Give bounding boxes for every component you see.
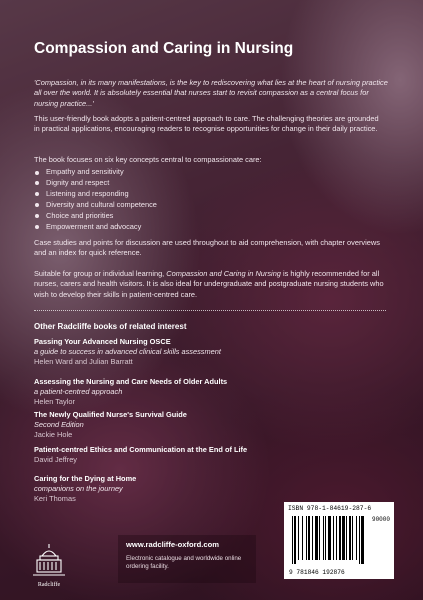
publisher-url-link[interactable]: www.radcliffe-oxford.com [126, 540, 219, 549]
isbn-barcode [284, 502, 394, 579]
barcode-bar [298, 516, 299, 560]
barcode-bar [312, 516, 313, 560]
related-book-subtitle: a patient-centred approach [34, 387, 123, 396]
barcode-bar [292, 516, 293, 564]
barcode-bar [319, 516, 320, 560]
ordering-note: Electronic catalogue and worldwide online ordering facility. [126, 555, 242, 570]
list-item: Empathy and sensitivity [34, 167, 157, 178]
book-title: Compassion and Caring in Nursing [34, 40, 294, 57]
divider [34, 310, 386, 311]
related-book-title: The Newly Qualified Nurse's Survival Guide [34, 410, 187, 419]
barcode-bar [302, 516, 303, 560]
suitable-book-title: Compassion and Caring in Nursing [166, 269, 281, 278]
related-book-title: Caring for the Dying at Home [34, 474, 137, 483]
barcode-bar [356, 516, 357, 560]
isbn-number: ISBN 978-1-84619-287-6 [288, 505, 372, 512]
related-book [34, 445, 354, 465]
barcode-bar [359, 516, 360, 564]
barcode-bar [306, 516, 307, 560]
related-book-subtitle: a guide to success in advanced clinical skills assessment [34, 347, 221, 356]
barcode-bar [323, 516, 324, 560]
price-code: 90000 [371, 516, 390, 523]
list-item: Dignity and respect [34, 178, 157, 189]
suitable-text-start: Suitable for group or individual learning, [34, 269, 167, 278]
list-item: Choice and priorities [34, 211, 157, 222]
barcode-digits: 9 781846 192876 [289, 569, 345, 576]
suitable-paragraph [34, 269, 389, 300]
related-book-author: Helen Ward and Julian Barratt [34, 357, 133, 366]
radcliffe-camera-icon [28, 540, 70, 580]
list-item: Empowerment and advocacy [34, 222, 157, 233]
barcode-bar [346, 516, 347, 560]
barcode-bars [292, 516, 388, 566]
list-item: Diversity and cultural competence [34, 200, 157, 211]
related-book-author: Jackie Hole [34, 430, 73, 439]
related-book [34, 337, 354, 367]
related-books-heading: Other Radcliffe books of related interest [34, 322, 187, 331]
suitable-text-end: is highly recommended for all nurses, carers and health visitors. It is also ideal for undergraduate and postgraduate nursing students who wish to develop their skills in patient-centred care. [34, 269, 384, 299]
list-item: Listening and responding [34, 189, 157, 200]
barcode-bar [352, 516, 353, 560]
cases-paragraph: Case studies and points for discussion are used throughout to aid comprehension, with chapter overviews and an index for quick reference. [34, 238, 380, 258]
barcode-bar [342, 516, 345, 560]
related-book-title: Passing Your Advanced Nursing OSCE [34, 337, 171, 346]
barcode-bar [333, 516, 334, 560]
related-book-subtitle: Second Edition [34, 420, 84, 429]
related-book-subtitle: companions on the journey [34, 484, 123, 493]
publisher-logo [28, 540, 70, 588]
publisher-name: Radcliffe [37, 582, 61, 588]
intro-paragraph: This user-friendly book adopts a patient-centred approach to care. The challenging theories are grounded in practical applications, encouraging readers to recognise opportunities for change in their daily practice. [34, 114, 379, 134]
related-book-author: Helen Taylor [34, 397, 75, 406]
barcode-bar [315, 516, 318, 560]
related-book [34, 377, 354, 407]
related-book-author: Keri Thomas [34, 494, 76, 503]
barcode-bar [361, 516, 364, 564]
barcode-bar [325, 516, 326, 560]
barcode-bar [336, 516, 337, 560]
related-book [34, 410, 354, 440]
related-book-title: Patient-centred Ethics and Communication at the End of Life [34, 445, 248, 454]
barcode-bar [349, 516, 351, 560]
barcode-bar [339, 516, 341, 560]
barcode-bar [328, 516, 331, 560]
quote: 'Compassion, in its many manifestations, is the key to rediscovering what lies at the heart of nursing practice all over the world. It is absolutely essential that nurses start to revisit compassion as a central focus for nursing practice...' [34, 78, 388, 108]
barcode-bar [308, 516, 310, 560]
barcode-bar [294, 516, 296, 564]
related-book-title: Assessing the Nursing and Care Needs of Older Adults [34, 377, 228, 386]
focus-paragraph: The book focuses on six key concepts central to compassionate care: [34, 155, 262, 164]
related-book-author: David Jeffrey [34, 455, 77, 464]
publisher-website-panel [118, 535, 256, 583]
related-book [34, 474, 354, 504]
concepts-list [34, 167, 157, 232]
